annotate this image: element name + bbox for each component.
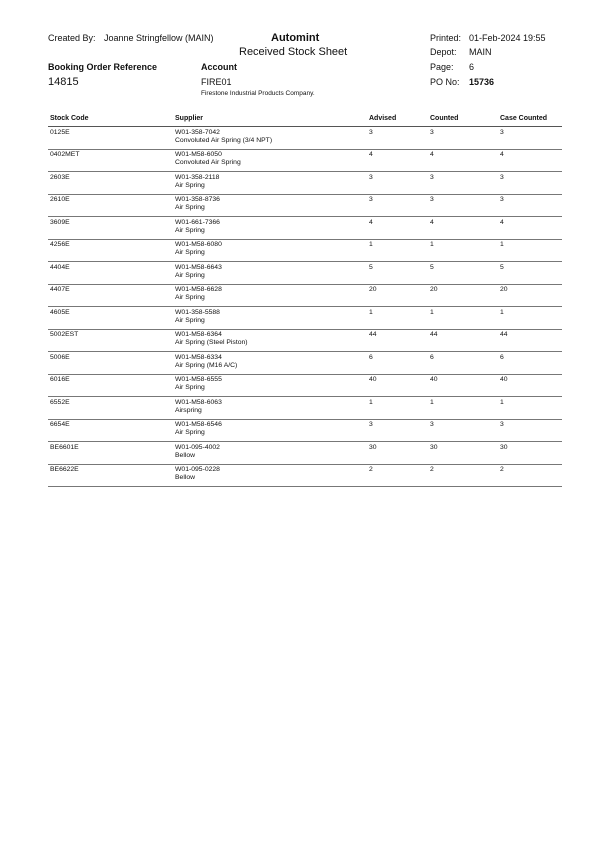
col-case-counted: Case Counted (500, 115, 548, 122)
item-description: Air Spring (175, 249, 205, 256)
advised-qty: 44 (369, 331, 377, 338)
table-row (48, 240, 562, 263)
counted-qty: 44 (430, 331, 438, 338)
counted-qty: 20 (430, 286, 438, 293)
advised-qty: 3 (369, 128, 373, 136)
table-row (48, 330, 562, 353)
supplier-code: W01-358-7042 (175, 128, 220, 136)
supplier-code: W01-M58-6555 (175, 376, 222, 383)
supplier-cell (175, 444, 220, 460)
created-by-label: Created By: (48, 33, 96, 43)
item-description: Air Spring (M16 A/C) (175, 361, 238, 369)
account-label: Account (201, 62, 237, 72)
table-row (48, 127, 562, 150)
counted-qty: 3 (430, 421, 434, 428)
supplier-code: W01-358-2118 (175, 173, 220, 181)
counted-qty: 4 (430, 218, 434, 226)
stock-code: 3609E (50, 218, 70, 226)
item-description: Air Spring (175, 181, 205, 189)
supplier-code: W01-M58-6546 (175, 421, 222, 428)
supplier-code: W01-358-5588 (175, 308, 220, 316)
advised-qty: 4 (369, 218, 373, 226)
counted-qty: 1 (430, 398, 434, 406)
stock-code: BE6622E (50, 466, 79, 473)
advised-qty: 6 (369, 353, 373, 361)
case-counted-qty: 3 (500, 421, 504, 428)
supplier-cell (175, 309, 220, 325)
stock-code: 0402MET (50, 151, 80, 158)
item-description: Air Spring (175, 294, 205, 301)
advised-qty: 1 (369, 241, 373, 248)
case-counted-qty: 1 (500, 241, 504, 248)
supplier-cell (175, 466, 220, 482)
counted-qty: 2 (430, 466, 434, 473)
stock-code: 0125E (50, 128, 70, 136)
supplier-cell (175, 129, 272, 145)
counted-qty: 1 (430, 241, 434, 248)
stock-code: 5006E (50, 353, 70, 361)
stock-code: 4256E (50, 241, 70, 248)
col-stock-code: Stock Code (50, 115, 89, 122)
depot-value: MAIN (469, 47, 492, 57)
case-counted-qty: 40 (500, 376, 508, 383)
supplier-cell (175, 241, 222, 257)
booking-value: 14815 (48, 76, 79, 88)
supplier-cell (175, 151, 241, 167)
case-counted-qty: 3 (500, 196, 504, 203)
item-description: Bellow (175, 474, 196, 481)
supplier-code: W01-358-8736 (175, 196, 220, 203)
case-counted-qty: 44 (500, 331, 508, 338)
depot-label: Depot: (430, 47, 457, 57)
table-row (48, 195, 562, 218)
table-row (48, 420, 562, 443)
case-counted-qty: 6 (500, 353, 504, 361)
table-row (48, 465, 562, 488)
supplier-cell (175, 174, 219, 190)
supplier-code: W01-M58-6628 (175, 286, 222, 293)
po-label: PO No: (430, 77, 460, 87)
case-counted-qty: 2 (500, 466, 504, 473)
stock-code: 6654E (50, 421, 70, 428)
advised-qty: 2 (369, 466, 373, 473)
table-row (48, 442, 562, 465)
advised-qty: 5 (369, 263, 373, 271)
counted-qty: 3 (430, 128, 434, 136)
supplier-cell (175, 421, 222, 437)
stock-code: 5002EST (50, 331, 79, 338)
supplier-cell (175, 219, 220, 235)
col-advised: Advised (369, 115, 397, 122)
case-counted-qty: 4 (500, 151, 504, 158)
item-description: Airspring (175, 406, 202, 414)
case-counted-qty: 5 (500, 263, 504, 271)
table-row (48, 150, 562, 173)
stock-code: 2603E (50, 173, 70, 181)
table-header (48, 115, 562, 127)
counted-qty: 1 (430, 308, 434, 316)
stock-code: 6016E (50, 376, 70, 383)
supplier-cell (175, 376, 222, 392)
supplier-cell (175, 331, 248, 347)
supplier-cell (175, 264, 222, 280)
stock-code: 4404E (50, 263, 70, 271)
advised-qty: 3 (369, 173, 373, 181)
advised-qty: 3 (369, 421, 373, 428)
item-description: Air Spring (Steel Piston) (175, 339, 248, 346)
created-by-value: Joanne Stringfellow (MAIN) (104, 33, 214, 43)
supplier-code: W01-M58-6643 (175, 263, 222, 271)
page-label: Page: (430, 62, 454, 72)
item-description: Air Spring (175, 316, 205, 324)
counted-qty: 3 (430, 173, 434, 181)
advised-qty: 1 (369, 308, 373, 316)
supplier-code: W01-M58-6364 (175, 331, 222, 338)
supplier-code: W01-M58-6334 (175, 353, 222, 361)
case-counted-qty: 20 (500, 286, 508, 293)
case-counted-qty: 4 (500, 218, 504, 226)
supplier-cell (175, 196, 220, 212)
company-name: Automint (271, 32, 320, 44)
supplier-code: W01-661-7366 (175, 218, 220, 226)
item-description: Air Spring (175, 429, 205, 436)
supplier-code: W01-M58-6063 (175, 398, 222, 406)
item-description: Convoluted Air Spring (175, 159, 241, 166)
table-row (48, 217, 562, 240)
stock-code: 4407E (50, 286, 70, 293)
counted-qty: 3 (430, 196, 434, 203)
stock-code: BE6601E (50, 443, 79, 451)
item-description: Air Spring (175, 384, 205, 391)
account-value: FIRE01 (201, 77, 232, 87)
advised-qty: 3 (369, 196, 373, 203)
case-counted-qty: 3 (500, 173, 504, 181)
advised-qty: 4 (369, 151, 373, 158)
counted-qty: 4 (430, 151, 434, 158)
supplier-code: W01-M58-6050 (175, 151, 222, 158)
printed-label: Printed: (430, 33, 462, 43)
counted-qty: 30 (430, 443, 438, 451)
stock-code: 6552E (50, 398, 70, 406)
item-description: Convoluted Air Spring (3/4 NPT) (175, 136, 273, 144)
advised-qty: 30 (369, 443, 377, 451)
item-description: Air Spring (175, 271, 205, 279)
case-counted-qty: 1 (500, 398, 504, 406)
supplier-code: W01-095-4002 (175, 443, 220, 451)
stock-code: 2610E (50, 196, 70, 203)
item-description: Bellow (175, 451, 196, 459)
booking-label: Booking Order Reference (48, 62, 158, 72)
table-row (48, 397, 562, 420)
supplier-code: W01-M58-6080 (175, 241, 222, 248)
supplier-cell (175, 354, 237, 370)
page-title: Received Stock Sheet (239, 46, 348, 58)
table-row (48, 375, 562, 398)
table-row (48, 307, 562, 330)
item-description: Air Spring (175, 204, 205, 211)
po-value: 15736 (469, 77, 495, 87)
table-row (48, 352, 562, 375)
item-description: Air Spring (175, 226, 205, 234)
stock-code: 4605E (50, 308, 70, 316)
advised-qty: 20 (369, 286, 377, 293)
supplier-code: W01-095-0228 (175, 466, 220, 473)
account-name: Firestone Industrial Products Company. (201, 90, 315, 97)
case-counted-qty: 1 (500, 308, 504, 316)
page-value: 6 (469, 62, 475, 72)
case-counted-qty: 3 (500, 128, 504, 136)
counted-qty: 6 (430, 353, 434, 361)
col-supplier: Supplier (175, 115, 204, 122)
table-body (48, 127, 562, 487)
table-row (48, 285, 562, 308)
table-row (48, 262, 562, 285)
supplier-cell (175, 399, 222, 415)
counted-qty: 5 (430, 263, 434, 271)
counted-qty: 40 (430, 376, 438, 383)
col-counted: Counted (430, 115, 459, 122)
printed-value: 01-Feb-2024 19:55 (469, 33, 546, 43)
table-row (48, 172, 562, 195)
supplier-cell (175, 286, 222, 302)
case-counted-qty: 30 (500, 443, 508, 451)
advised-qty: 40 (369, 376, 377, 383)
advised-qty: 1 (369, 398, 373, 406)
